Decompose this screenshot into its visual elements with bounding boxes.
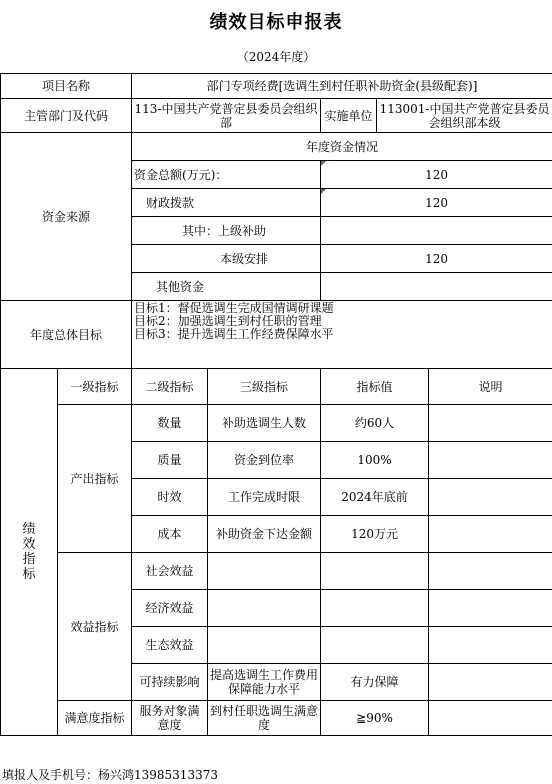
row-benefit-social	[1, 553, 552, 590]
indicator-l2: 时效	[132, 479, 208, 516]
funds-other-value	[321, 273, 552, 301]
performance-target-table	[0, 73, 552, 736]
indicator-l3	[208, 627, 321, 664]
funds-total-label: 资金总额(万元)：	[132, 161, 321, 189]
indicator-l3: 到村任职选调生满意度	[208, 701, 321, 736]
funds-local-label: 本级安排	[132, 245, 321, 273]
row-satisfaction	[1, 701, 552, 736]
indicator-l3: 资金到位率	[208, 442, 321, 479]
funds-superior-value	[321, 217, 552, 245]
indicator-value	[321, 627, 429, 664]
goal-item: 目标3：提升选调生工作经费保障水平	[134, 327, 334, 341]
reporter-info: 填报人及手机号：杨兴鸿13985313373	[2, 768, 218, 782]
project-label: 项目名称	[1, 74, 132, 99]
indicator-value: 约60人	[321, 405, 429, 442]
indicator-l2: 生态效益	[132, 627, 208, 664]
indicator-l3: 工作完成时限	[208, 479, 321, 516]
indicator-note	[429, 405, 552, 442]
indicator-note	[429, 701, 552, 736]
indicator-l2: 可持续影响	[132, 664, 208, 701]
header-l1: 一级指标	[58, 369, 132, 405]
indicator-value: 有力保障	[321, 664, 429, 701]
funds-label: 资金来源	[1, 133, 132, 301]
indicator-l2: 成本	[132, 516, 208, 553]
row-output-quantity	[1, 405, 552, 442]
indicator-l3: 补助选调生人数	[208, 405, 321, 442]
impl-label: 实施单位	[321, 99, 377, 133]
indicator-value: 120万元	[321, 516, 429, 553]
row-goals	[1, 301, 552, 369]
indicator-value	[321, 590, 429, 627]
row-indicator-header	[1, 369, 552, 405]
header-l3: 三级指标	[208, 369, 321, 405]
indicator-value: 2024年底前	[321, 479, 429, 516]
indicator-l3: 提高选调生工作费用保障能力水平	[208, 664, 321, 701]
funds-fiscal-label: 财政拨款	[132, 189, 321, 217]
funds-other-label: 其他资金	[132, 273, 321, 301]
goals-list	[132, 301, 552, 369]
header-value: 指标值	[321, 369, 429, 405]
header-note: 说明	[429, 369, 552, 405]
satisfaction-label: 满意度指标	[58, 701, 132, 736]
project-value: 部门专项经费[选调生到村任职补助资金(县级配套)]	[132, 74, 552, 99]
benefit-label: 效益指标	[58, 553, 132, 701]
form-year: （2024年度）	[236, 50, 316, 64]
row-project	[1, 74, 552, 99]
goal-item: 目标1：督促选调生完成国情调研课题	[134, 301, 334, 315]
indicator-l3	[208, 590, 321, 627]
row-funds-header	[1, 133, 552, 161]
indicator-note	[429, 442, 552, 479]
indicator-note	[429, 516, 552, 553]
goals-label: 年度总体目标	[1, 301, 132, 369]
indicator-note	[429, 479, 552, 516]
indicator-l2: 社会效益	[132, 553, 208, 590]
funds-header: 年度资金情况	[132, 133, 552, 161]
indicators-side-label: 绩 效 指 标	[1, 369, 58, 736]
indicator-l2: 服务对象满意度	[132, 701, 208, 736]
funds-local-value: 120	[321, 245, 552, 273]
indicator-l2: 经济效益	[132, 590, 208, 627]
row-department	[1, 99, 552, 133]
indicator-value: 100%	[321, 442, 429, 479]
indicator-value: ≧90%	[321, 701, 429, 736]
dept-label: 主管部门及代码	[1, 99, 132, 133]
header-l2: 二级指标	[132, 369, 208, 405]
form-title: 绩效目标申报表	[209, 12, 343, 33]
funds-total-value: 120	[321, 161, 552, 189]
indicator-value	[321, 553, 429, 590]
impl-value: 113001-中国共产党普定县委员会组织部本级	[377, 99, 552, 133]
dept-value: 113-中国共产党普定县委员会组织部	[132, 99, 321, 133]
indicator-l2: 质量	[132, 442, 208, 479]
indicator-note	[429, 627, 552, 664]
funds-superior-label: 其中：上级补助	[132, 217, 321, 245]
indicator-note	[429, 553, 552, 590]
indicator-l2: 数量	[132, 405, 208, 442]
indicator-l3: 补助资金下达金额	[208, 516, 321, 553]
indicator-l3	[208, 553, 321, 590]
indicator-note	[429, 590, 552, 627]
output-label: 产出指标	[58, 405, 132, 553]
goal-item: 目标2：加强选调生到村任职的管理	[134, 314, 322, 328]
indicator-note	[429, 664, 552, 701]
funds-fiscal-value: 120	[321, 189, 552, 217]
